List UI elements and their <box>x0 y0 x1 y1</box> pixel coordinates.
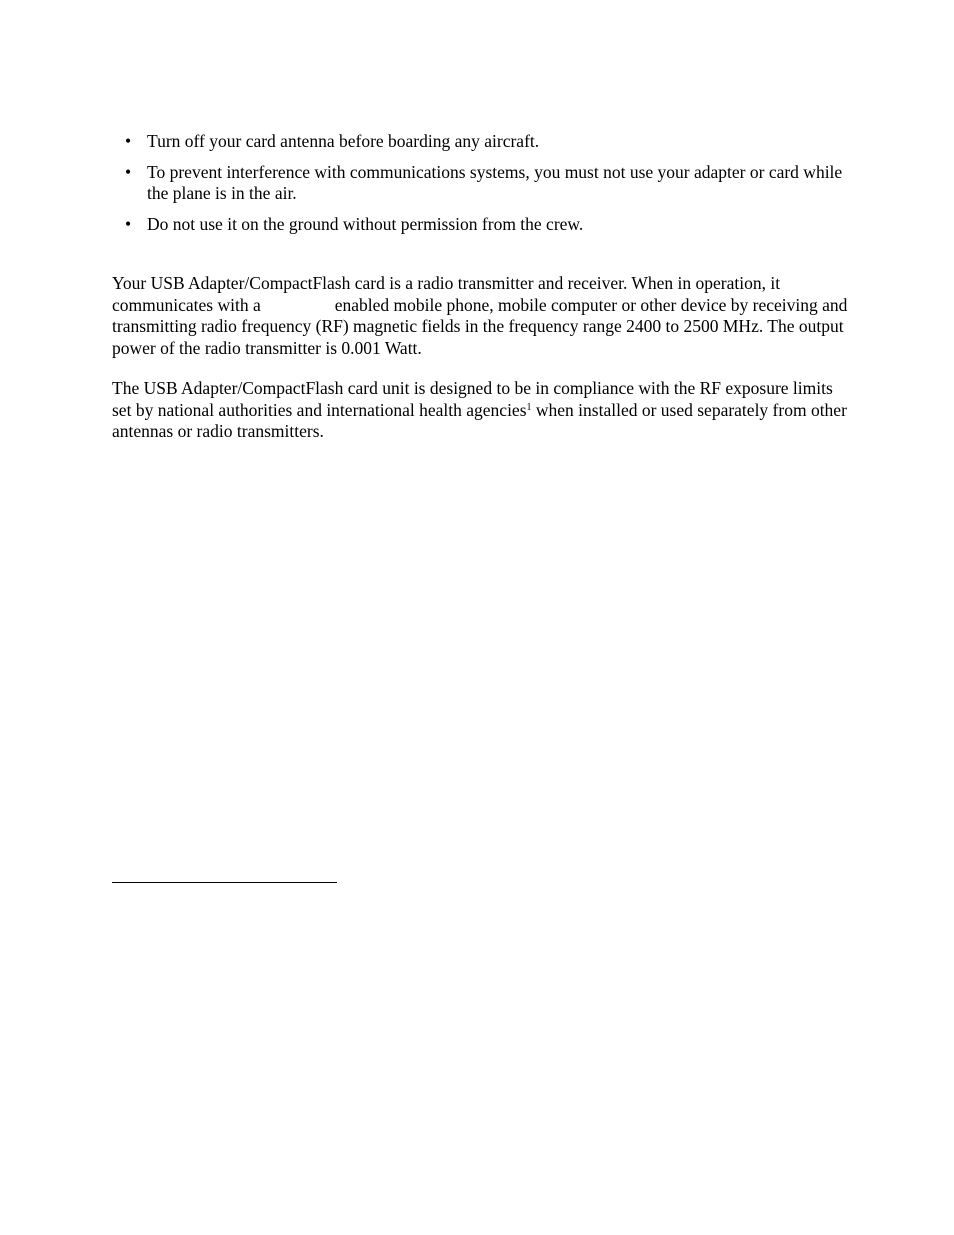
bullet-icon: • <box>125 131 132 151</box>
paragraph-text-start: The USB Adapter/CompactFlash card unit is designed to be in compliance with the RF exposure limits set by national authorities and international health agencies <box>112 378 833 420</box>
paragraph-text-start: Your USB Adapter/CompactFlash card is a radio transmitter and receiver. When in operation, it communicates with a <box>112 273 781 315</box>
paragraph-text-end: enabled mobile phone, mobile computer or other device by receiving and transmitting radio frequency (RF) magnetic fields in the frequency range 2400 to 2500 MHz. The output power of the radio transmitter is 0.001 Watt. <box>112 294 848 358</box>
list-item <box>112 131 852 153</box>
list-item-text: To prevent interference with communications systems, you must not use your adapter or card while the plane is in the air. <box>147 161 843 203</box>
list-item-text: Turn off your card antenna before boarding any aircraft. <box>147 131 540 151</box>
footnote-separator <box>112 882 337 883</box>
aircraft-safety-list <box>112 131 852 244</box>
rf-compliance-paragraph <box>112 378 852 443</box>
paragraph-text-end: when installed or used separately from other antennas or radio transmitters. <box>112 399 847 441</box>
bullet-icon: • <box>125 213 132 234</box>
bullet-icon: • <box>125 161 132 182</box>
list-item-text: Do not use it on the ground without permission from the crew. <box>147 213 584 234</box>
list-item <box>112 162 852 205</box>
footnote-reference: 1 <box>526 401 532 413</box>
list-item <box>112 214 852 236</box>
radio-description-paragraph <box>112 273 852 359</box>
